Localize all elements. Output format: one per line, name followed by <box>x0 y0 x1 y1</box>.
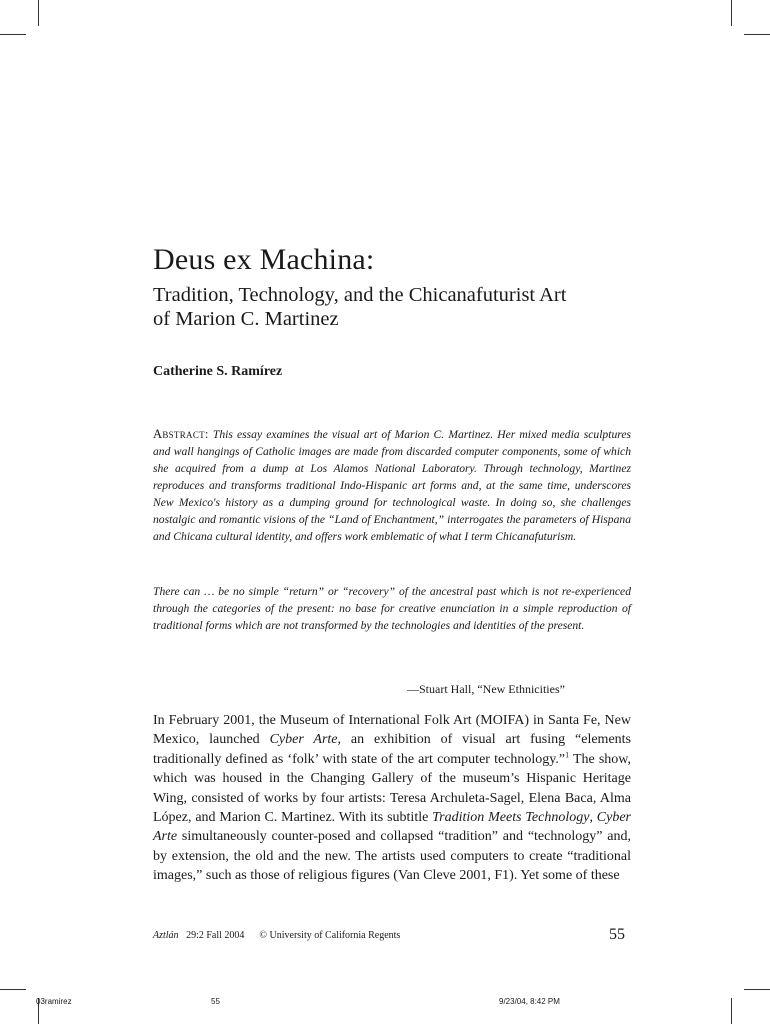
slug-timestamp: 9/23/04, 8:42 PM <box>499 997 560 1006</box>
body-text-b: , an exhibition of visual art fusing “elements traditionally defined as ‘folk’ with state of the art computer technology.” <box>153 732 632 767</box>
abstract <box>153 426 631 545</box>
crop-mark-bottom-left-h <box>0 989 26 990</box>
crop-mark-bottom-right-h <box>744 989 770 990</box>
journal-issue: 29:2 Fall 2004 <box>186 930 245 941</box>
slug-page: 55 <box>211 997 220 1006</box>
subtitle-line-2: of Marion C. Martinez <box>153 308 339 330</box>
subtitle-line-1: Tradition, Technology, and the Chicanafuturist Art <box>153 284 567 306</box>
footnote-marker: 1 <box>565 750 570 760</box>
crop-mark-top-left-h <box>0 34 26 35</box>
body-italic-subtitle: Tradition Meets Technology <box>432 810 590 826</box>
abstract-text: This essay examines the visual art of Marion C. Martinez. Her mixed media sculptures and wall hangings of Catholic images are made from discarded computer components, some of which she acquired from a dump at Los Alamos National Laboratory. Through technology, Martinez reproduces and transforms traditional Indo-Hispanic art forms and, at the same time, underscores New Mexico's history as a dumping ground for technological waste. In doing so, she challenges nostalgic and romantic visions of the “Land of Enchantment,” interrogates the parameters of Hispana and Chicana cultural identity, and offers work emblematic of what I term Chicanafuturism. <box>153 428 631 543</box>
footer-journal-line <box>153 930 400 941</box>
body-italic-cyber-arte-2: Cyber Arte <box>153 810 631 845</box>
slug-filename: 03ramirez <box>36 997 72 1006</box>
crop-mark-top-left <box>38 0 39 26</box>
body-text-a: In February 2001, the Museum of International Folk Art (MOIFA) in Santa Fe, New Mexico, launched <box>153 713 631 748</box>
epigraph-attribution: —Stuart Hall, “New Ethnicities” <box>407 682 565 696</box>
body-text-e: simultaneously counter-posed and collapsed “tradition” and “technology” and, by extension, the old and the new. The artists used computers to create “traditional images,” such as those of religious figures (Van Cleve 2001, F1). Yet some of these <box>153 829 631 884</box>
page-number: 55 <box>609 926 625 943</box>
copyright: © University of California Regents <box>259 930 401 941</box>
abstract-label: Abstract: <box>153 427 209 441</box>
body-text-d: , <box>589 810 597 826</box>
journal-name: Aztlán <box>153 930 179 941</box>
article-subtitle <box>153 283 653 331</box>
crop-mark-bottom-right <box>731 998 732 1024</box>
crop-mark-top-right-h <box>744 34 770 35</box>
author-name: Catherine S. Ramírez <box>153 364 283 379</box>
body-text-c: The show, which was housed in the Changing Gallery of the museum’s Hispanic Heritage Wing, consisted of works by four artists: Teresa Archuleta-Sagel, Elena Baca, Alma López, and Marion C. Martinez. With its subtitle <box>153 751 631 826</box>
article-title: Deus ex Machina: <box>153 243 375 276</box>
body-italic-cyber-arte: Cyber Arte <box>269 732 338 748</box>
body-paragraph <box>153 711 631 886</box>
epigraph: There can … be no simple “return” or “recovery” of the ancestral past which is not re-experienced through the categories of the present: no base for creative enunciation in a simple reproduction of traditional forms which are not transformed by the technologies and identities of the present. <box>153 585 631 632</box>
crop-mark-top-right <box>731 0 732 26</box>
